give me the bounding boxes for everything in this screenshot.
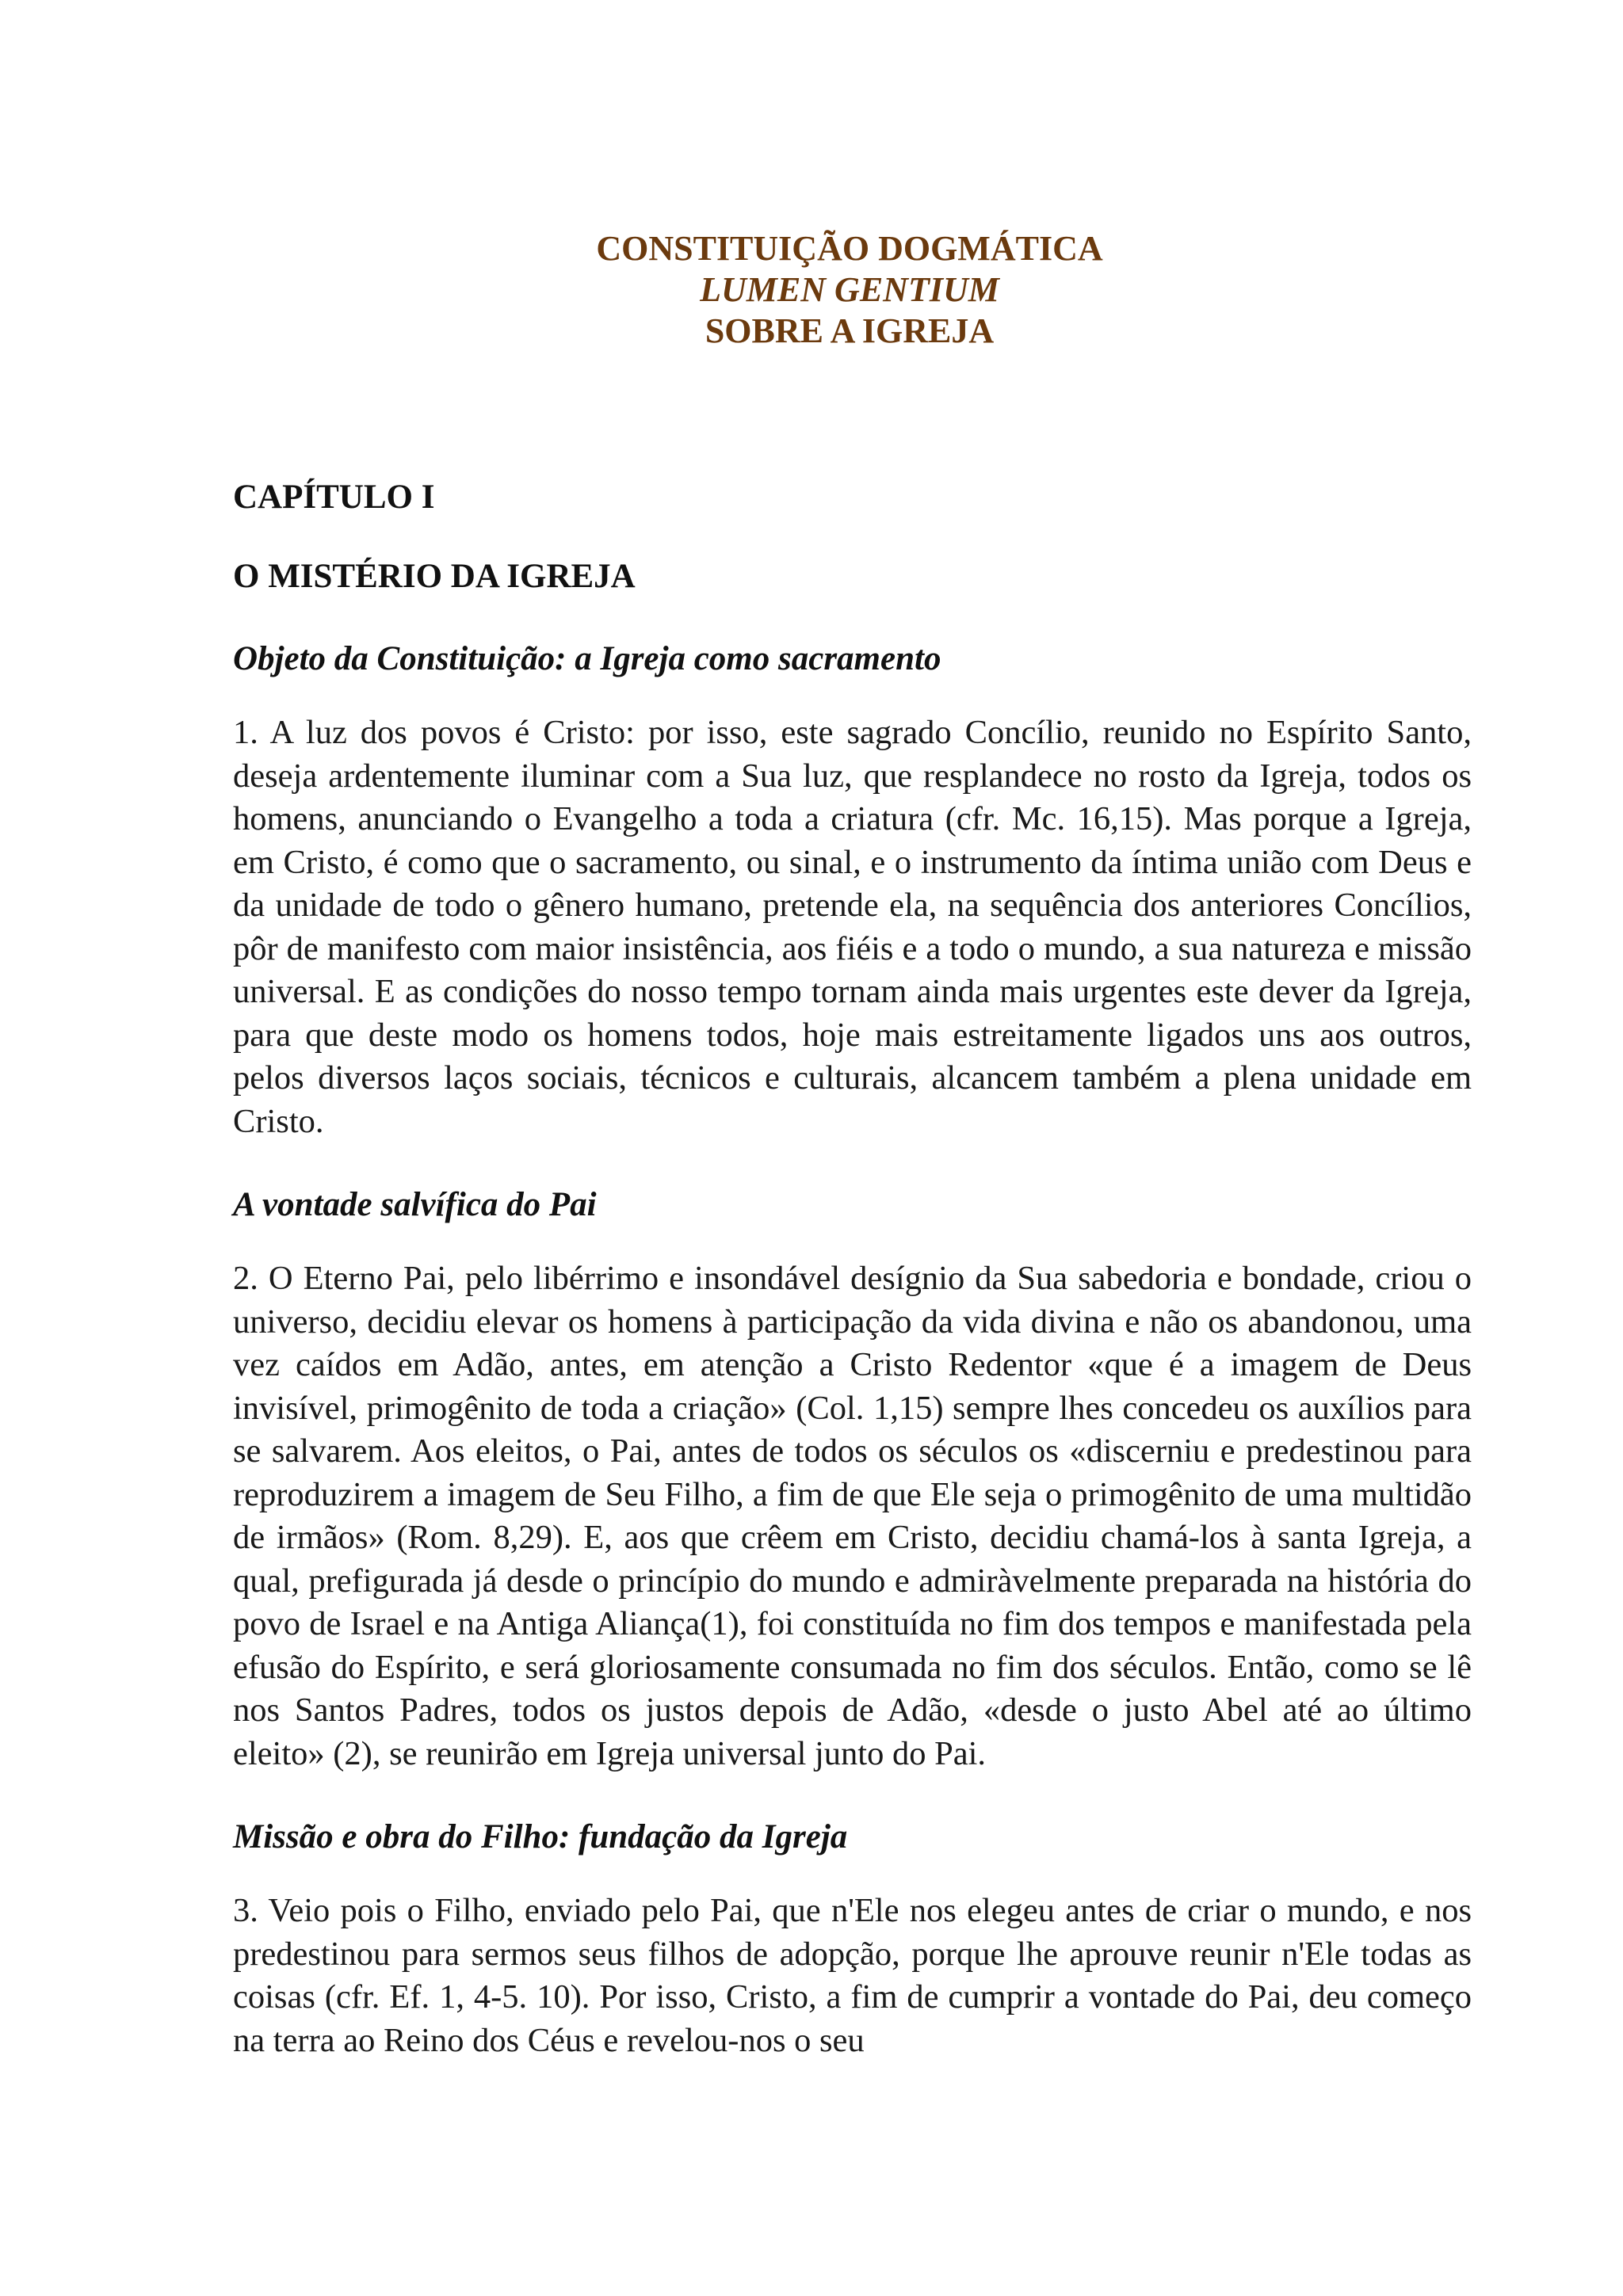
title-line-lumen-gentium: LUMEN GENTIUM <box>700 270 999 309</box>
chapter-number: CAPÍTULO I <box>233 479 435 516</box>
section-heading-2: A vontade salvífica do Pai <box>233 1186 597 1223</box>
section-heading-1: Objeto da Constituição: a Igreja como sacramento <box>233 640 941 677</box>
title-line-constitution: CONSTITUIÇÃO DOGMÁTICA <box>596 229 1103 268</box>
document-body <box>233 477 1472 2062</box>
document-title-block <box>0 228 1623 352</box>
chapter-title: O MISTÉRIO DA IGREJA <box>233 558 636 595</box>
title-line-about-church: SOBRE A IGREJA <box>705 311 995 350</box>
paragraph-1: 1. A luz dos povos é Cristo: por isso, este sagrado Concílio, reunido no Espírito Santo, deseja ardentemente iluminar com a Sua luz, que resplandece no rosto da Igreja, todos os homens, anunciando o Evangelho a toda a criatura (cfr. Mc. 16,15). Mas porque a Igreja, em Cristo, é como que o sacramento, ou sinal, e o instrumento da íntima união com Deus e da unidade de todo o gênero humano, pretende ela, na sequência dos anteriores Concílios, pôr de manifesto com maior insistência, aos fiéis e a todo o mundo, a sua natureza e missão universal. E as condições do nosso tempo tornam ainda mais urgentes este dever da Igreja, para que deste modo os homens todos, hoje mais estreitamente ligados uns aos outros, pelos diversos laços sociais, técnicos e culturais, alcancem também a plena unidade em Cristo. <box>233 714 1472 1140</box>
paragraph-3: 3. Veio pois o Filho, enviado pelo Pai, que n'Ele nos elegeu antes de criar o mundo, e nos predestinou para sermos seus filhos de adopção, porque lhe aprouve reunir n'Ele todas as coisas (cfr. Ef. 1, 4-5. 10). Por isso, Cristo, a fim de cumprir a vontade do Pai, deu começo na terra ao Reino dos Céus e revelou-nos o seu <box>233 1892 1472 2059</box>
paragraph-2: 2. O Eterno Pai, pelo libérrimo e insondável desígnio da Sua sabedoria e bondade, criou o universo, decidiu elevar os homens à participação da vida divina e não os abandonou, uma vez caídos em Adão, antes, em atenção a Cristo Redentor «que é a imagem de Deus invisível, primogênito de toda a criação» (Col. 1,15) sempre lhes concedeu os auxílios para se salvarem. Aos eleitos, o Pai, antes de todos os séculos os «discerniu e predestinou para reproduzirem a imagem de Seu Filho, a fim de que Ele seja o primogênito de uma multidão de irmãos» (Rom. 8,29). E, aos que crêem em Cristo, decidiu chamá-los à santa Igreja, a qual, prefigurada já desde o princípio do mundo e admiràvelmente preparada na história do povo de Israel e na Antiga Aliança(1), foi constituída no fim dos tempos e manifestada pela efusão do Espírito, e será gloriosamente consumada no fim dos séculos. Então, como se lê nos Santos Padres, todos os justos depois de Adão, «desde o justo Abel até ao último eleito» (2), se reunirão em Igreja universal junto do Pai. <box>233 1260 1472 1772</box>
section-heading-3: Missão e obra do Filho: fundação da Igreja <box>233 1818 848 1855</box>
